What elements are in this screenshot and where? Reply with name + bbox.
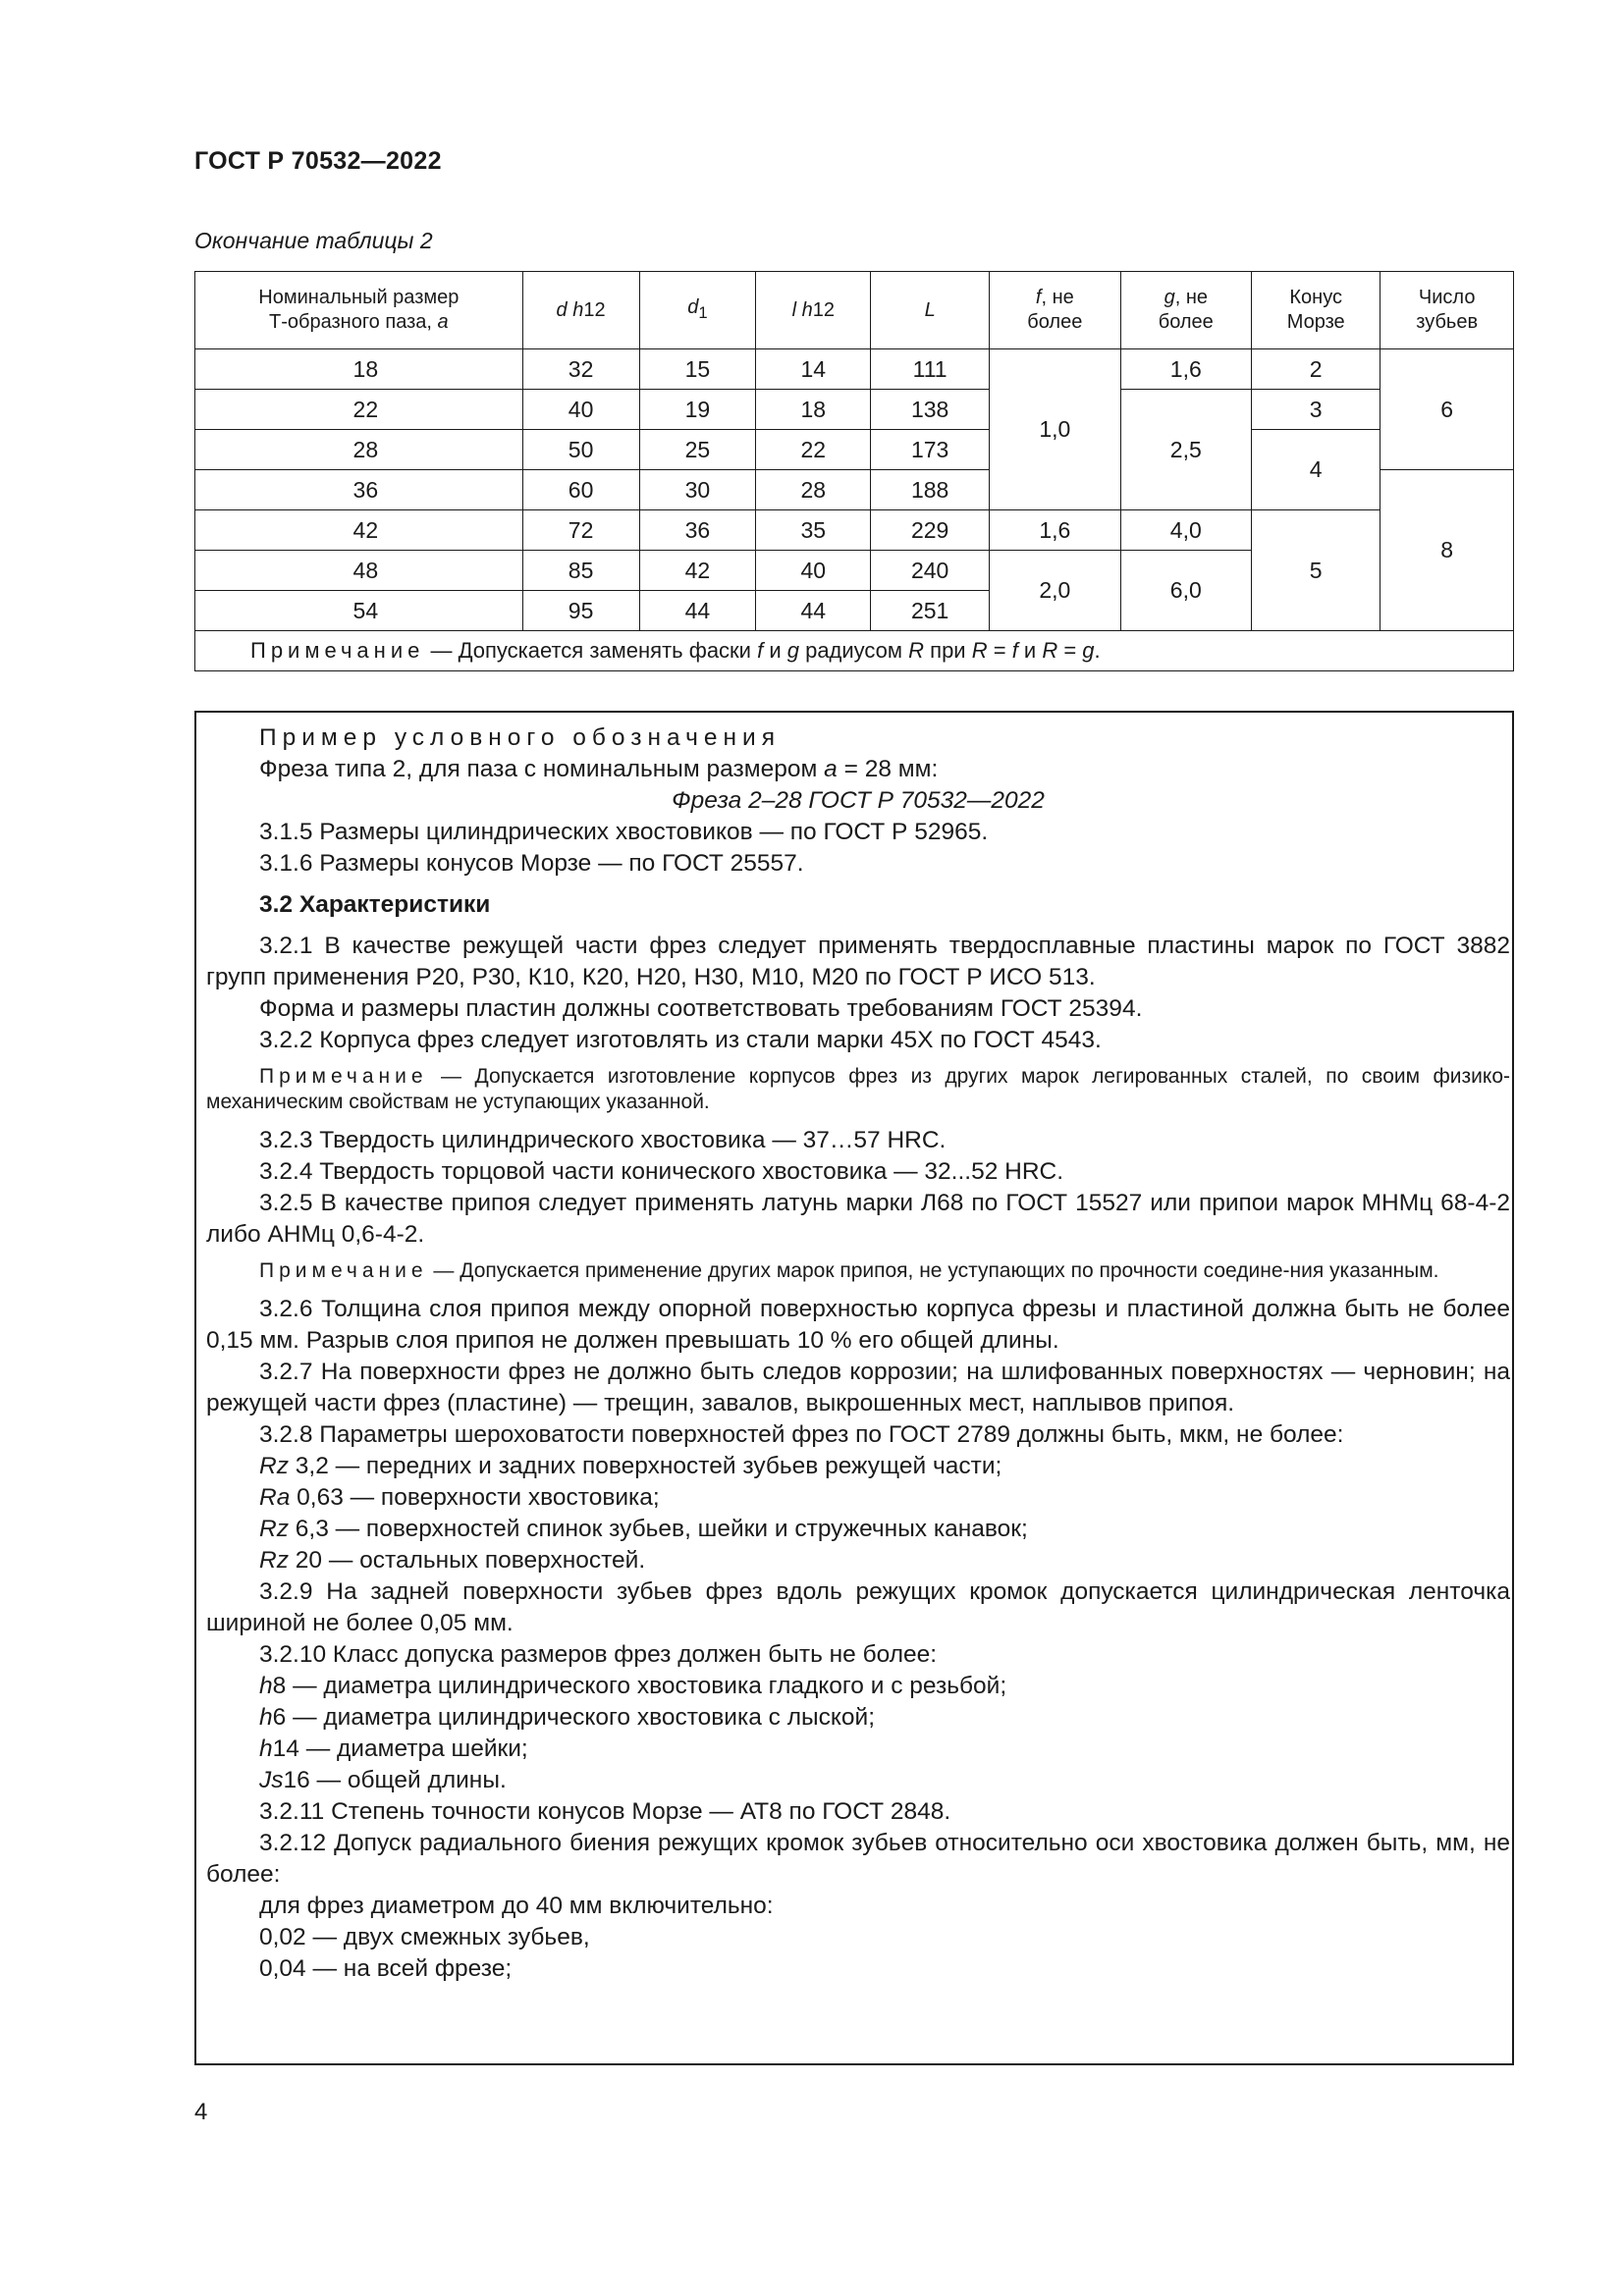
table-row: 54 95 44 44 251 bbox=[195, 591, 1514, 631]
table-note-row bbox=[195, 631, 1514, 671]
section-heading-3-2: 3.2 Характеристики bbox=[259, 891, 491, 918]
roughness-item: Rz 20 — остальных поверхностей. bbox=[259, 1547, 646, 1574]
example-designation: Фреза 2–28 ГОСТ Р 70532—2022 bbox=[672, 787, 1045, 814]
paragraph-3-2-10: 3.2.10 Класс допуска размеров фрез должен быть не более: bbox=[259, 1641, 938, 1668]
table-row: 28 50 25 22 173 4 bbox=[195, 430, 1514, 470]
table-caption: Окончание таблицы 2 bbox=[194, 228, 433, 253]
paragraph-3-2-12-a: для фрез диаметром до 40 мм включительно: bbox=[259, 1893, 774, 1919]
paragraph-3-2-12: 3.2.12 Допуск радиального биения режущих кромок зубьев относительно оси хвостовика должен быть, мм, не более: bbox=[206, 1830, 1510, 1888]
paragraph-3-2-7: 3.2.7 На поверхности фрез не должно быть следов коррозии; на шлифованных поверхностях — черновин; на режущей части фрез (пластине) — трещин, завалов, выкрошенных мест, наплывов припоя. bbox=[206, 1359, 1510, 1416]
roughness-item: Rz 6,3 — поверхностей спинок зубьев, шейки и стружечных канавок; bbox=[259, 1516, 1028, 1542]
cell-teeth-merged: 8 bbox=[1380, 470, 1514, 631]
cell-morse-merged: 4 bbox=[1252, 430, 1380, 510]
body-text bbox=[206, 722, 1510, 1985]
cell-morse-merged: 5 bbox=[1252, 510, 1380, 631]
col-header-d: d h12 bbox=[522, 272, 639, 349]
col-header-f: f, не более bbox=[990, 272, 1120, 349]
table-row: 42 72 36 35 229 1,6 4,0 5 bbox=[195, 510, 1514, 551]
example-title: Пример условного обозначения bbox=[259, 724, 781, 751]
cell-g-merged: 6,0 bbox=[1120, 551, 1251, 631]
col-header-teeth: Число зубьев bbox=[1380, 272, 1514, 349]
paragraph-3-2-12-c: 0,04 — на всей фрезе; bbox=[259, 1955, 513, 1982]
note-steel: Примечание — Допускается изготовление корпусов фрез из других марок легированных сталей, по своим физико-механическим свойствам не уступающих указанной. bbox=[206, 1065, 1510, 1113]
table-note: Примечание — Допускается заменять фаски f и g радиусом R при R = f и R = g. bbox=[195, 631, 1514, 671]
cell-g-merged: 2,5 bbox=[1120, 390, 1251, 510]
tolerance-item: h14 — диаметра шейки; bbox=[259, 1735, 528, 1762]
tolerance-item: h8 — диаметра цилиндрического хвостовика гладкого и с резьбой; bbox=[259, 1673, 1007, 1699]
paragraph-3-2-12-b: 0,02 — двух смежных зубьев, bbox=[259, 1924, 590, 1950]
tolerance-item: h6 — диаметра цилиндрического хвостовика с лыской; bbox=[259, 1704, 876, 1731]
table-row: 48 85 42 40 240 2,0 6,0 bbox=[195, 551, 1514, 591]
cell-teeth-merged: 6 bbox=[1380, 349, 1514, 470]
paragraph-3-2-1-form: Форма и размеры пластин должны соответствовать требованиям ГОСТ 25394. bbox=[259, 995, 1143, 1022]
paragraph-3-1-6: 3.1.6 Размеры конусов Морзе — по ГОСТ 25557. bbox=[259, 850, 804, 877]
col-header-slot-size: Номинальный размер Т-образного паза, a bbox=[195, 272, 523, 349]
paragraph-3-2-2: 3.2.2 Корпуса фрез следует изготовлять из стали марки 45Х по ГОСТ 4543. bbox=[259, 1027, 1102, 1053]
paragraph-3-1-5: 3.1.5 Размеры цилиндрических хвостовиков — по ГОСТ Р 52965. bbox=[259, 819, 989, 845]
page-number: 4 bbox=[194, 2099, 208, 2125]
document-code: ГОСТ Р 70532—2022 bbox=[194, 147, 442, 175]
paragraph-3-2-11: 3.2.11 Степень точности конусов Морзе — АТ8 по ГОСТ 2848. bbox=[259, 1798, 951, 1825]
cell-f-merged: 1,0 bbox=[990, 349, 1120, 510]
paragraph-3-2-1: 3.2.1 В качестве режущей части фрез следует применять твердосплавные пластины марок по ГОСТ 3882 групп применения Р20, Р30, К10, К20, Н20, Н30, М10, М20 по ГОСТ Р ИСО 513. bbox=[206, 933, 1510, 990]
cell-f-merged: 2,0 bbox=[990, 551, 1120, 631]
col-header-d1: $d_1$ bbox=[639, 272, 756, 349]
paragraph-3-2-3: 3.2.3 Твердость цилиндрического хвостовика — 37…57 HRC. bbox=[259, 1127, 947, 1153]
table-row: 22 40 19 18 138 2,5 3 bbox=[195, 390, 1514, 430]
table-row: 36 60 30 28 188 8 bbox=[195, 470, 1514, 510]
table-header-row bbox=[195, 272, 1514, 349]
paragraph-3-2-5: 3.2.5 В качестве припоя следует применять латунь марки Л68 по ГОСТ 15527 или припои марок МНМц 68-4-2 либо АНМц 0,6-4-2. bbox=[206, 1190, 1510, 1248]
roughness-item: Rz 3,2 — передних и задних поверхностей зубьев режущей части; bbox=[259, 1453, 1002, 1479]
paragraph-3-2-9: 3.2.9 На задней поверхности зубьев фрез вдоль режущих кромок допускается цилиндрическая ленточка шириной не более 0,05 мм. bbox=[206, 1578, 1510, 1636]
example-text: Фреза типа 2, для паза с номинальным размером a = 28 мм: bbox=[259, 756, 939, 782]
paragraph-3-2-4: 3.2.4 Твердость торцовой части конического хвостовика — 32...52 HRC. bbox=[259, 1158, 1064, 1185]
table-row: 18 32 15 14 111 1,0 1,6 2 6 bbox=[195, 349, 1514, 390]
col-header-g: g, не более bbox=[1120, 272, 1251, 349]
dimensions-table bbox=[194, 271, 1514, 671]
col-header-l: l h12 bbox=[756, 272, 871, 349]
col-header-L: L bbox=[871, 272, 990, 349]
tolerance-item: Js16 — общей длины. bbox=[259, 1767, 507, 1793]
paragraph-3-2-8: 3.2.8 Параметры шероховатости поверхностей фрез по ГОСТ 2789 должны быть, мкм, не более: bbox=[259, 1421, 1344, 1448]
col-header-morse: Конус Морзе bbox=[1252, 272, 1380, 349]
note-solder: Примечание — Допускается применение других марок припоя, не уступающих по прочности соедине-ния указанным. bbox=[259, 1259, 1439, 1282]
paragraph-3-2-6: 3.2.6 Толщина слоя припоя между опорной поверхностью корпуса фрезы и пластиной должна быть не более 0,15 мм. Разрыв слоя припоя не должен превышать 10 % его общей длины. bbox=[206, 1296, 1510, 1354]
roughness-item: Ra 0,63 — поверхности хвостовика; bbox=[259, 1484, 660, 1511]
